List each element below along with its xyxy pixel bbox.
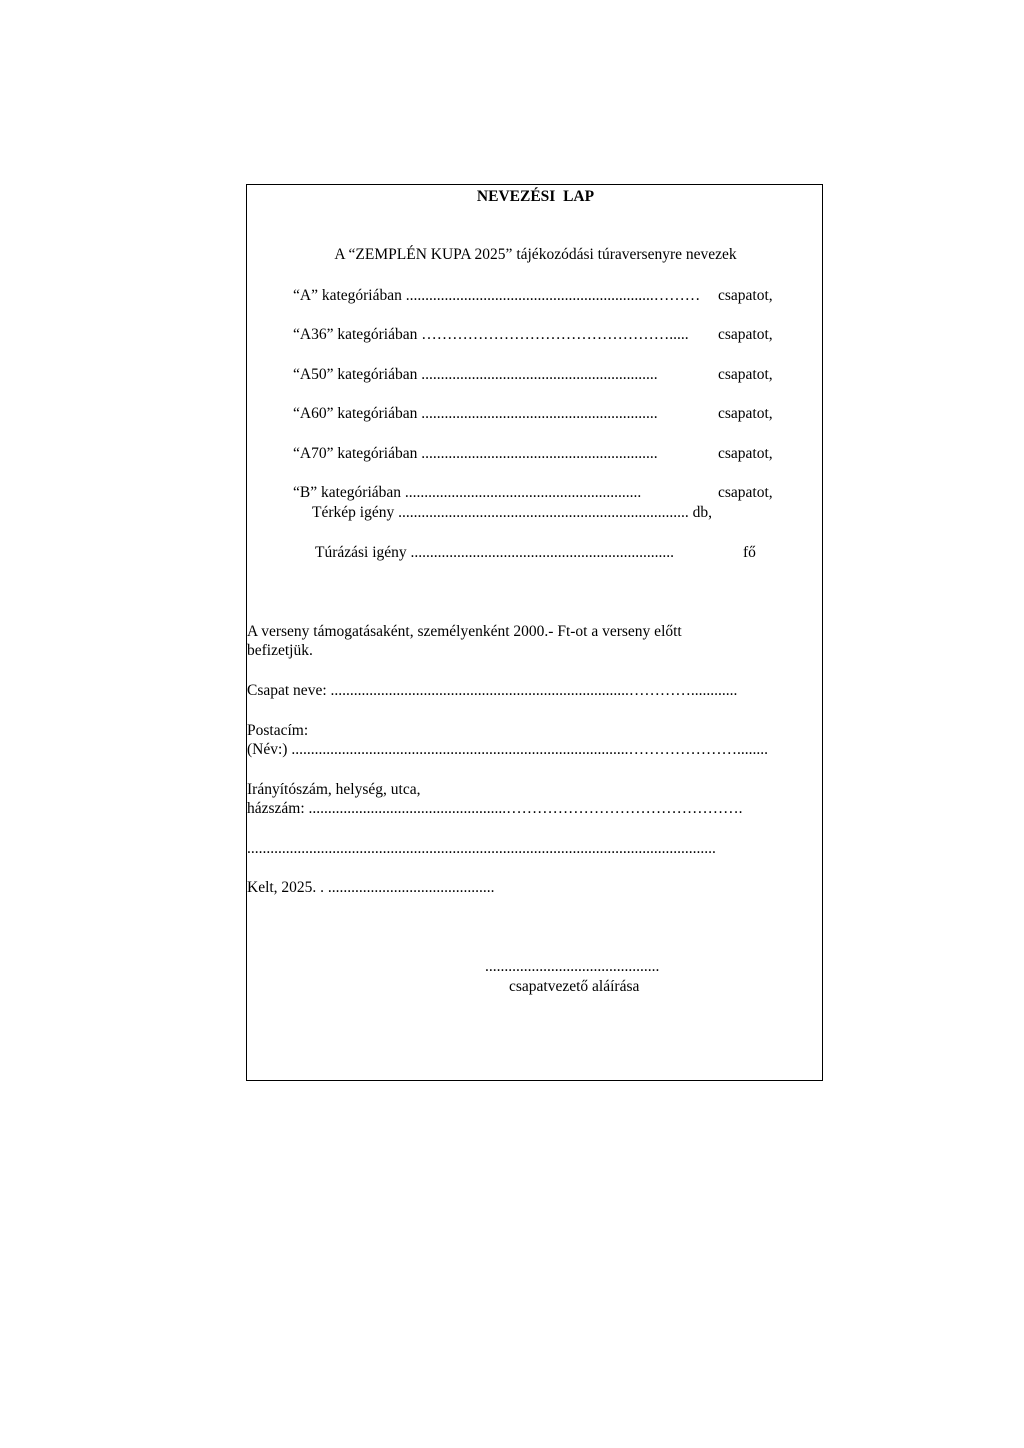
form-title: NEVEZÉSI LAP [476, 188, 595, 205]
category-a36-unit: csapatot, [718, 326, 773, 343]
entry-form [246, 184, 823, 1081]
category-b-field[interactable]: “B” kategóriában ............................................................. [293, 484, 642, 501]
support-text-line1: A verseny támogatásaként, személyenként 2000.- Ft-ot a verseny előtt [247, 623, 682, 640]
date-field[interactable]: Kelt, 2025. . ........................................... [247, 879, 495, 896]
category-a70-unit: csapatot, [718, 445, 773, 462]
team-name-field[interactable]: Csapat neve: .............................................................................…………............ [247, 682, 738, 699]
category-a-field[interactable]: “A” kategóriában ................................................................……… [293, 287, 701, 304]
postal-address-label: Postacím: [247, 722, 309, 739]
category-a36-field[interactable]: “A36” kategóriában …………………………………………..... [293, 326, 689, 343]
hiking-request-unit: fő [743, 544, 756, 561]
category-a60-field[interactable]: “A60” kategóriában ............................................................. [293, 405, 658, 422]
signature-label: csapatvezető aláírása [509, 978, 640, 995]
category-a50-field[interactable]: “A50” kategóriában ............................................................. [293, 366, 658, 383]
signature-line[interactable]: ............................................. [485, 958, 660, 975]
recipient-name-field[interactable]: (Név:) .......................................................................................…………………........ [247, 741, 768, 758]
category-a70-field[interactable]: “A70” kategóriában ............................................................. [293, 445, 658, 462]
extra-address-field[interactable]: ......................................................................................................................... [247, 840, 716, 857]
support-text-line2: befizetjük. [247, 642, 313, 659]
category-a50-unit: csapatot, [718, 366, 773, 383]
house-number-field[interactable]: házszám: ...................................................………………………………………. [247, 800, 743, 817]
map-request-field[interactable]: Térkép igény ........................................................................... db, [312, 504, 712, 521]
category-a60-unit: csapatot, [718, 405, 773, 422]
category-a-unit: csapatot, [718, 287, 773, 304]
category-b-unit: csapatot, [718, 484, 773, 501]
hiking-request-field[interactable]: Túrázási igény .................................................................... [315, 544, 675, 561]
address-label: Irányítószám, helység, utca, [247, 781, 421, 798]
form-intro: A “ZEMPLÉN KUPA 2025” tájékozódási túraversenyre nevezek [334, 246, 737, 263]
